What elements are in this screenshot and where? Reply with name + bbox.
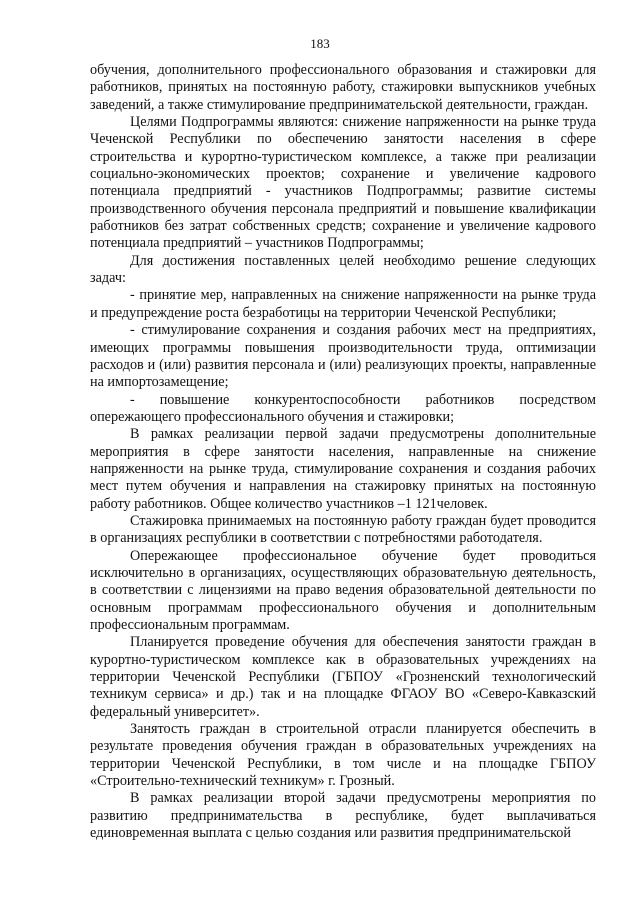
document-body bbox=[90, 62, 596, 842]
paragraph: Стажировка принимаемых на постоянную работу граждан будет проводится в организациях республики в соответствии с потребностями работодателя. bbox=[90, 512, 596, 547]
paragraph: Планируется проведение обучения для обеспечения занятости граждан в курортно-туристическом комплексе как в образовательных учреждениях на территории Чеченской Республики (ГБПОУ «Грозненский технологический техникум сервиса» и др.) так и на площадке ФГАОУ ВО «Северо-Кавказский федеральный университет». bbox=[90, 634, 596, 720]
paragraph: Занятость граждан в строительной отрасли планируется обеспечить в результате проведения обучения граждан в образовательных учреждениях на территории Чеченской Республики, в том числе и на площадке ГБПОУ «Строительно-технический техникум» г. Грозный. bbox=[90, 721, 596, 790]
paragraph: Опережающее профессиональное обучение будет проводиться исключительно в организациях, осуществляющих образовательную деятельность, в соответствии с лицензиями на право ведения образовательной деятельности по основным программам профессионального обучения и дополнительным профессиональным программам. bbox=[90, 547, 596, 633]
list-item: - повышение конкурентоспособности работников посредством опережающего профессионального обучения и стажировки; bbox=[90, 391, 596, 425]
paragraph: обучения, дополнительного профессионального образования и стажировки для работников, принятых на постоянную работу, стажировки выпускников учебных заведений, а также стимулирование предпринимательской деятельности, граждан. bbox=[90, 62, 596, 113]
list-item: - стимулирование сохранения и создания рабочих мест на предприятиях, имеющих программы повышения производительности труда, оптимизации расходов и (или) развития персонала и (или) реализующих проекты, направленные на импортозамещение; bbox=[90, 322, 596, 391]
list-item: - принятие мер, направленных на снижение напряженности на рынке труда и предупреждение роста безработицы на территории Чеченской Республики; bbox=[90, 287, 596, 321]
paragraph: Для достижения поставленных целей необходимо решение следующих задач: bbox=[90, 252, 596, 287]
paragraph: Целями Подпрограммы являются: снижение напряженности на рынке труда Чеченской Республики по обеспечению занятости населения в сфере строительства и курортно-туристическом комплексе, а также при реализации социально-экономических проектов; сохранение и увеличение кадрового потенциала предприятий - участников Подпрограммы; развитие системы производственного обучения персонала предприятий и повышение квалификации работников без затрат собственных средств; сохранение и увеличение кадрового потенциала предприятий – участников Подпрограммы; bbox=[90, 114, 596, 252]
paragraph: В рамках реализации первой задачи предусмотрены дополнительные мероприятия в сфере занятости населения, направленные на снижение напряженности на рынке труда, стимулирование сохранения и создания рабочих мест путем обучения и направления на стажировку принятых на постоянную работу работников. Общее количество участников –1 121человек. bbox=[90, 426, 596, 512]
page-number: 183 bbox=[310, 36, 330, 51]
paragraph: В рамках реализации второй задачи предусмотрены мероприятия по развитию предпринимательства в республике, будет выплачиваться единовременная выплата с целью создания или развития предпринимательской bbox=[90, 790, 596, 842]
